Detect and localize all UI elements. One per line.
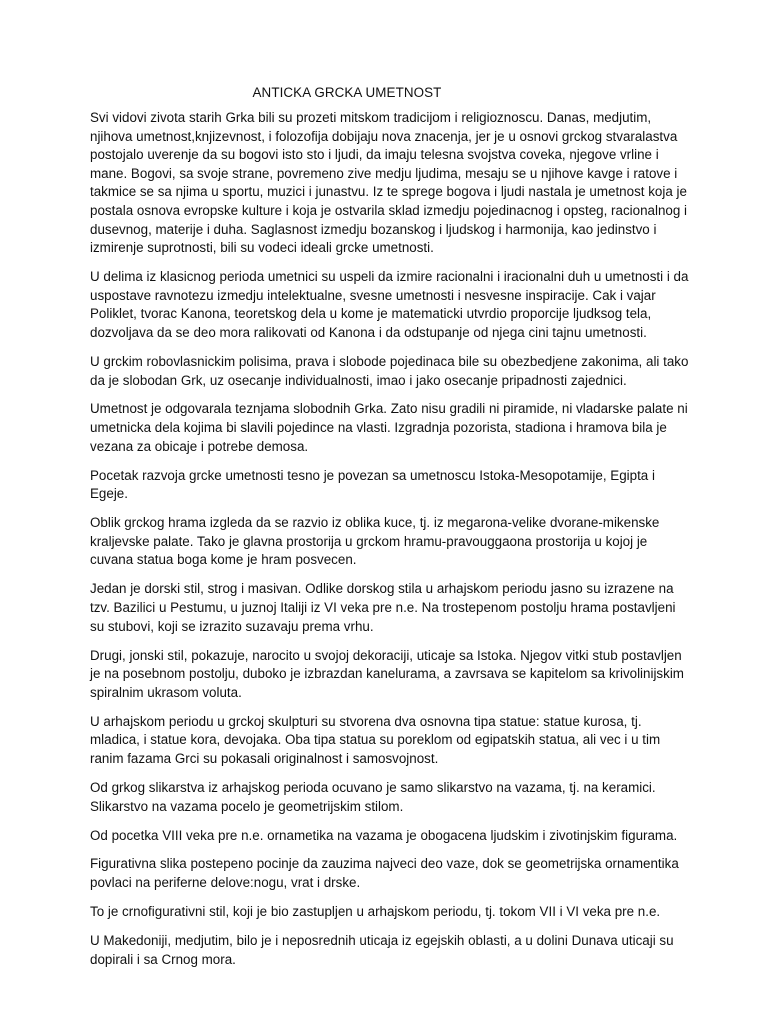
document-body	[90, 109, 690, 980]
paragraph-5: Pocetak razvoja grcke umetnosti tesno je povezan sa umetnoscu Istoka-Mesopotamije, Egipta i Egeje.	[90, 467, 655, 502]
paragraph-3: U grckim robovlasnickim polisima, prava i slobode pojedinaca bile su obezbedjene zakonima, ali tako da je slobodan Grk, uz osecanje individualnosti, imao i jako osecanje pripadnosti zajednici.	[90, 353, 689, 388]
page-title: ANTICKA GRCKA UMETNOST	[252, 85, 442, 100]
paragraph-1: Svi vidovi zivota starih Grka bili su prozeti mitskom tradicijom i religioznoscu. Danas, medjutim, njihova umetnost,knjizevnost, i folozofija dobijaju nova znacenja, jer je u osnovi grckog stvaralastva postojalo uverenje da su bogovi isto sto i ljudi, da imaju telesna svojstva coveka, njegove vrline i mane. Bogovi, sa svoje strane, povremeno zive medju ljudima, mesaju se u njihove kavge i ratove i takmice se sa njima u sportu, muzici i junastvu. Iz te sprege bogova i ljudi nastala je umetnost koja je postala osnova evropske kulture i koja je ostvarila sklad izmedju pojedinacnog i opsteg, racionalnog i dusevnog, materije i duha. Saglasnost izmedju bozanskog i ljudskog i harmonija, kao jedinstvo i izmirenje suprotnosti, bili su vodeci ideali grcke umetnosti.	[90, 110, 687, 256]
paragraph-14: U Makedoniji, medjutim, bilo je i neposrednih uticaja iz egejskih oblasti, a u dolini Dunava uticaji su dopirali i sa Crnog mora.	[90, 933, 674, 967]
paragraph-11: Od pocetka VIII veka pre n.e. ornametika na vazama je obogacena ljudskim i zivotinjskim figurama.	[90, 827, 678, 843]
paragraph-2: U delima iz klasicnog perioda umetnici su uspeli da izmire racionalni i iracionalni duh u umetnosti i da uspostave ravnotezu izmedju intelektualne, svesne umetnosti i nesvesne inspiracije. Cak i vajar Poliklet, tvorac Kanona, teoretskog dela u kome je matematicki utvrdio proporcije ljudksog tela, dozvoljava da se deo mora ralikovati od Kanona i da odstupanje od njega cini tajnu umetnosti.	[90, 269, 689, 340]
paragraph-13: To je crnofigurativni stil, koji je bio zastupljen u arhajskom periodu, tj. tokom VII i VI veka pre n.e.	[90, 904, 661, 920]
paragraph-4: Umetnost je odgovarala teznjama slobodnih Grka. Zato nisu gradili ni piramide, ni vladarske palate ni umetnicka dela kojima bi slavili pojedince na vlasti. Izgradnja pozorista, stadiona i hramova bila je vezana za obicaje i potrebe demosa.	[90, 401, 688, 454]
paragraph-10: Od grkog slikarstva iz arhajskog perioda ocuvano je samo slikarstvo na vazama, tj. na keramici. Slikarstvo na vazama pocelo je geometrijskim stilom.	[90, 779, 656, 814]
paragraph-12: Figurativna slika postepeno pocinje da zauzima najveci deo vaze, dok se geometrijska ornamentika povlaci na periferne delove:nogu, vrat i drske.	[90, 856, 679, 891]
paragraph-6: Oblik grckog hrama izgleda da se razvio iz oblika kuce, tj. iz megarona-velike dvorane-mikenske kraljevske palate. Tako je glavna prostorija u grckom hramu-pravouggaona prostorija u kojoj je cuvana statua boga kome je hram posvecen.	[90, 515, 660, 568]
paragraph-9: U arhajskom periodu u grckoj skulpturi su stvorena dva osnovna tipa statue: statue kurosa, tj. mladica, i statue kora, devojaka. Oba tipa statua su poreklom od egipatskih statua, ali vec i u tim ranim fazama Grci su pokasali originalnost i samosvojnost.	[90, 713, 661, 766]
paragraph-7: Jedan je dorski stil, strog i masivan. Odlike dorskog stila u arhajskom periodu jasno su izrazene na tzv. Bazilici u Pestumu, u juznoj Italiji iz VI veka pre n.e. Na trostepenom postolju hrama postavljeni su stubovi, koji se izrazito suzavaju prema vrhu.	[90, 581, 676, 634]
paragraph-8: Drugi, jonski stil, pokazuje, narocito u svojoj dekoraciji, uticaje sa Istoka. Njegov vitki stub postavljen je na posebnom postolju, duboko je izbrazdan kanelurama, a zavrsava se kapitelom sa krivolinijskim spiralnim ukrasom voluta.	[90, 647, 684, 700]
